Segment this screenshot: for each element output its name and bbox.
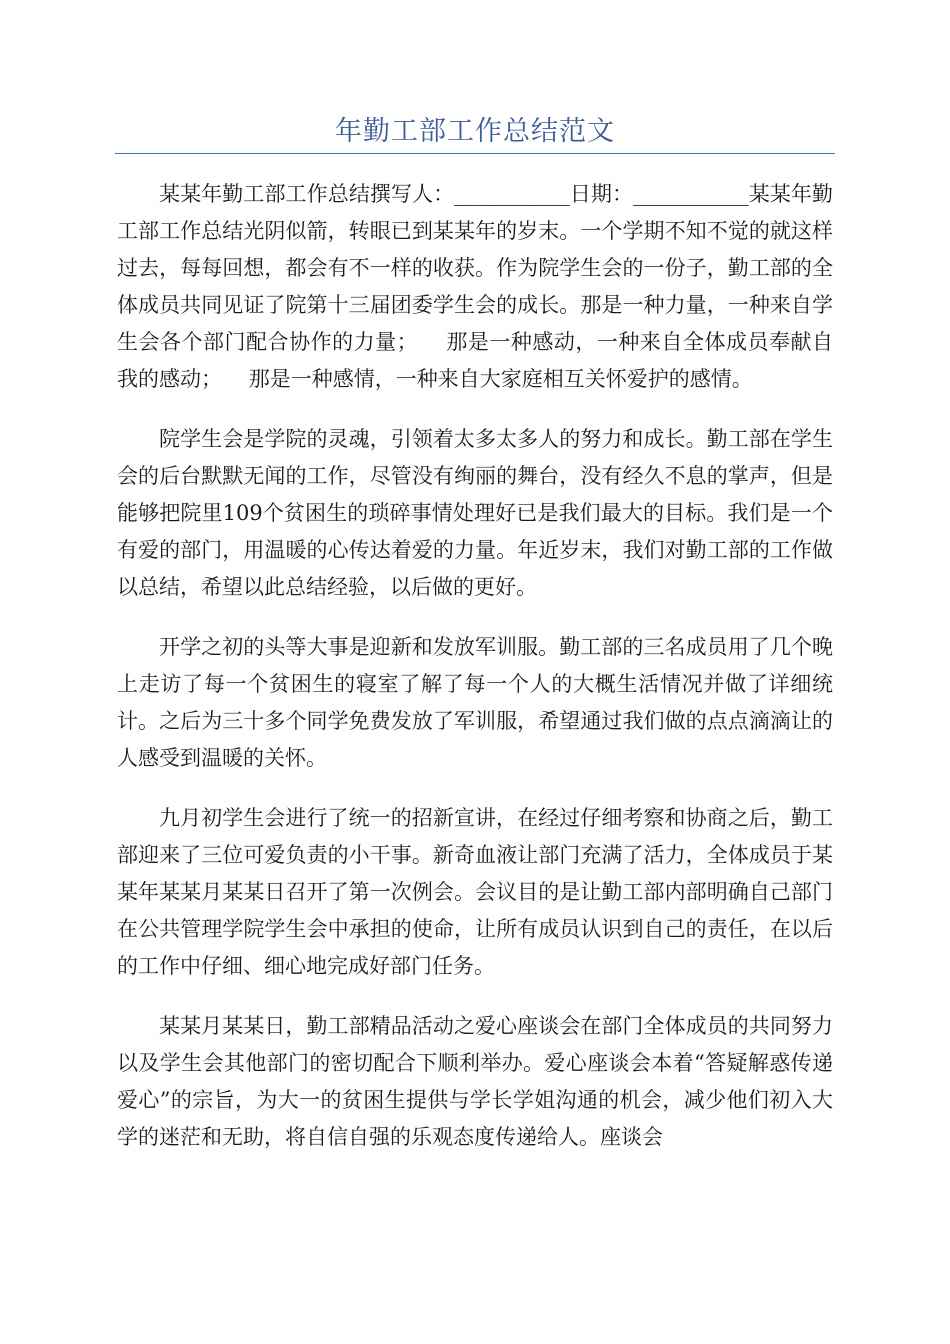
paragraph: 某某年勤工部工作总结撰写人：___________日期：___________某某年勤工部工作总结光阴似箭，转眼已到某某年的岁末。一个学期不知不觉的就这样过去，每每回想，都会有不一样的收获。作为院学生会的一份子，勤工部的全体成员共同见证了院第十三届团委学生会的成长。那是一种力量，一种来自学生会各个部门配合协作的力量； 那是一种感动，一种来自全体成员奉献自我的感动； 那是一种感情，一种来自大家庭相互关怀爱护的感情。 [117,182,833,391]
document-body [117,176,833,1179]
title-underline [115,153,835,154]
paragraph: 九月初学生会进行了统一的招新宣讲，在经过仔细考察和协商之后，勤工部迎来了三位可爱负责的小干事。新奇血液让部门充满了活力，全体成员于某某年某某月某某日召开了第一次例会。会议目的是让勤工部内部明确自己部门在公共管理学院学生会中承担的使命，让所有成员认识到自己的责任，在以后的工作中仔细、细心地完成好部门任务。 [117,806,833,978]
paragraph: 开学之初的头等大事是迎新和发放军训服。勤工部的三名成员用了几个晚上走访了每一个贫困生的寝室了解了每一个人的大概生活情况并做了详细统计。之后为三十多个同学免费发放了军训服，希望通过我们做的点点滴滴让的人感受到温暖的关怀。 [117,635,833,770]
paragraph: 某某月某某日，勤工部精品活动之爱心座谈会在部门全体成员的共同努力以及学生会其他部门的密切配合下顺利举办。爱心座谈会本着“答疑解惑传递爱心”的宗旨，为大一的贫困生提供与学长学姐沟通的机会，减少他们初入大学的迷茫和无助，将自信自强的乐观态度传递给人。座谈会 [117,1014,833,1149]
document-title: 年勤工部工作总结范文 [335,116,615,147]
paragraph: 院学生会是学院的灵魂，引领着太多太多人的努力和成长。勤工部在学生会的后台默默无闻的工作，尽管没有绚丽的舞台，没有经久不息的掌声，但是能够把院里109个贫困生的琐碎事情处理好已是我们最大的目标。我们是一个有爱的部门，用温暖的心传达着爱的力量。年近岁末，我们对勤工部的工作做以总结，希望以此总结经验，以后做的更好。 [117,427,833,599]
